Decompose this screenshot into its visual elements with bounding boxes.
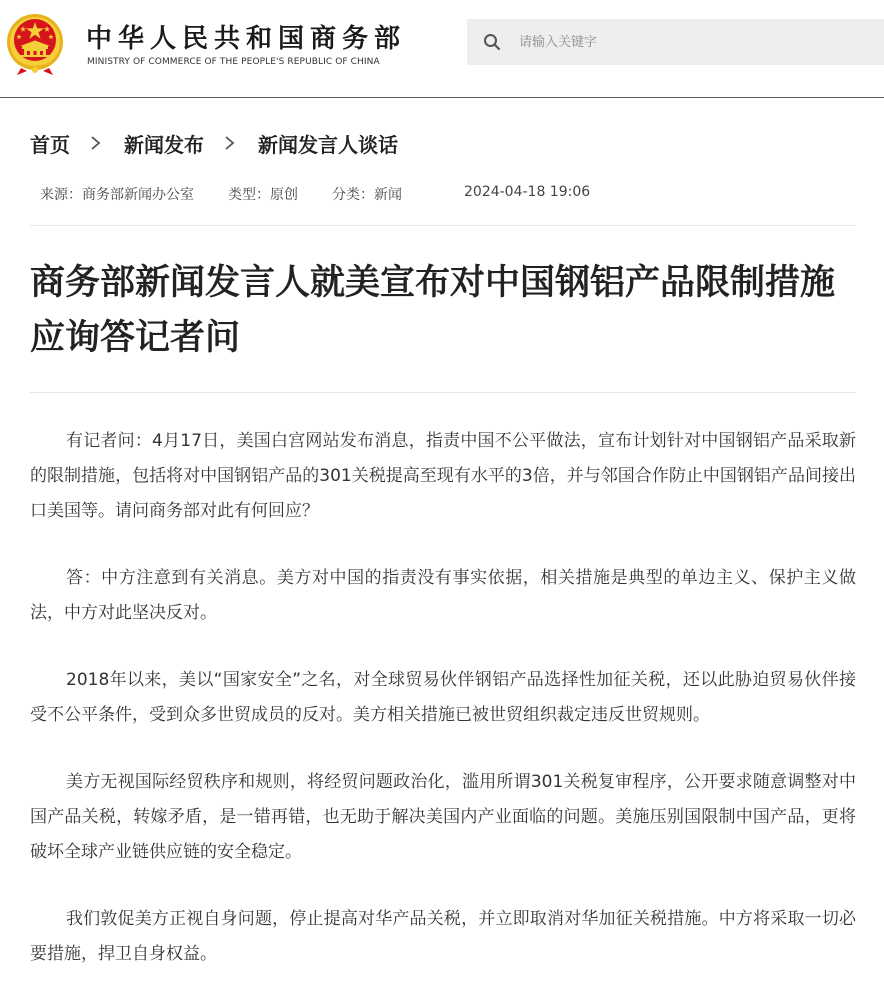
site-name-english: MINISTRY OF COMMERCE OF THE PEOPLE'S REPUBLIC OF CHINA	[87, 57, 380, 67]
article-paragraph: 有记者问：4月17日，美国白宫网站发布消息，指责中国不公平做法，宣布计划针对中国钢铝产品采取新的限制措施，包括将对中国钢铝产品的301关税提高至现有水平的3倍，并与邻国合作防止中国钢铝产品间接出口美国等。请问商务部对此有何回应？	[30, 431, 856, 521]
article-paragraph: 答：中方注意到有关消息。美方对中国的指责没有事实依据，相关措施是典型的单边主义、保护主义做法，中方对此坚决反对。	[30, 568, 856, 623]
breadcrumb	[30, 128, 398, 158]
search-input[interactable]	[517, 19, 877, 65]
article-paragraph: 我们敦促美方正视自身问题，停止提高对华产品关税，并立即取消对华加征关税措施。中方将采取一切必要措施，捍卫自身权益。	[30, 909, 856, 964]
national-emblem-icon[interactable]	[5, 12, 65, 76]
divider	[30, 392, 856, 393]
article-body	[30, 424, 856, 1004]
breadcrumb-home[interactable]: 首页	[30, 132, 70, 157]
site-name[interactable]: 中华人民共和国商务部	[86, 24, 407, 54]
meta-source: 来源：商务部新闻办公室	[40, 187, 194, 203]
chevron-right-icon	[90, 133, 102, 153]
article-paragraph: 美方无视国际经贸秩序和规则，将经贸问题政治化，滥用所谓301关税复审程序，公开要求随意调整对中国产品关税，转嫁矛盾，是一错再错，也无助于解决美国内产业面临的问题。美施压别国限制中国产品，更将破坏全球产业链供应链的安全稳定。	[30, 772, 856, 862]
meta-type: 类型：原创	[228, 187, 298, 203]
chevron-right-icon	[224, 133, 236, 153]
article-paragraph: 2018年以来，美以“国家安全”之名，对全球贸易伙伴钢铝产品选择性加征关税，还以此胁迫贸易伙伴接受不公平条件，受到众多世贸成员的反对。美方相关措施已被世贸组织裁定违反世贸规则。	[30, 670, 856, 725]
meta-category: 分类：新闻	[332, 187, 402, 203]
search-icon[interactable]	[482, 32, 502, 52]
article-meta	[40, 184, 590, 204]
breadcrumb-spokesperson-remarks[interactable]: 新闻发言人谈话	[258, 132, 398, 157]
breadcrumb-news-release[interactable]: 新闻发布	[124, 132, 204, 157]
site-header	[0, 0, 884, 98]
search-box	[467, 19, 884, 65]
meta-date: 2024-04-18 19:06	[464, 184, 591, 200]
article-title: 商务部新闻发言人就美宣布对中国钢铝产品限制措施应询答记者问	[30, 263, 836, 358]
divider	[30, 225, 856, 226]
